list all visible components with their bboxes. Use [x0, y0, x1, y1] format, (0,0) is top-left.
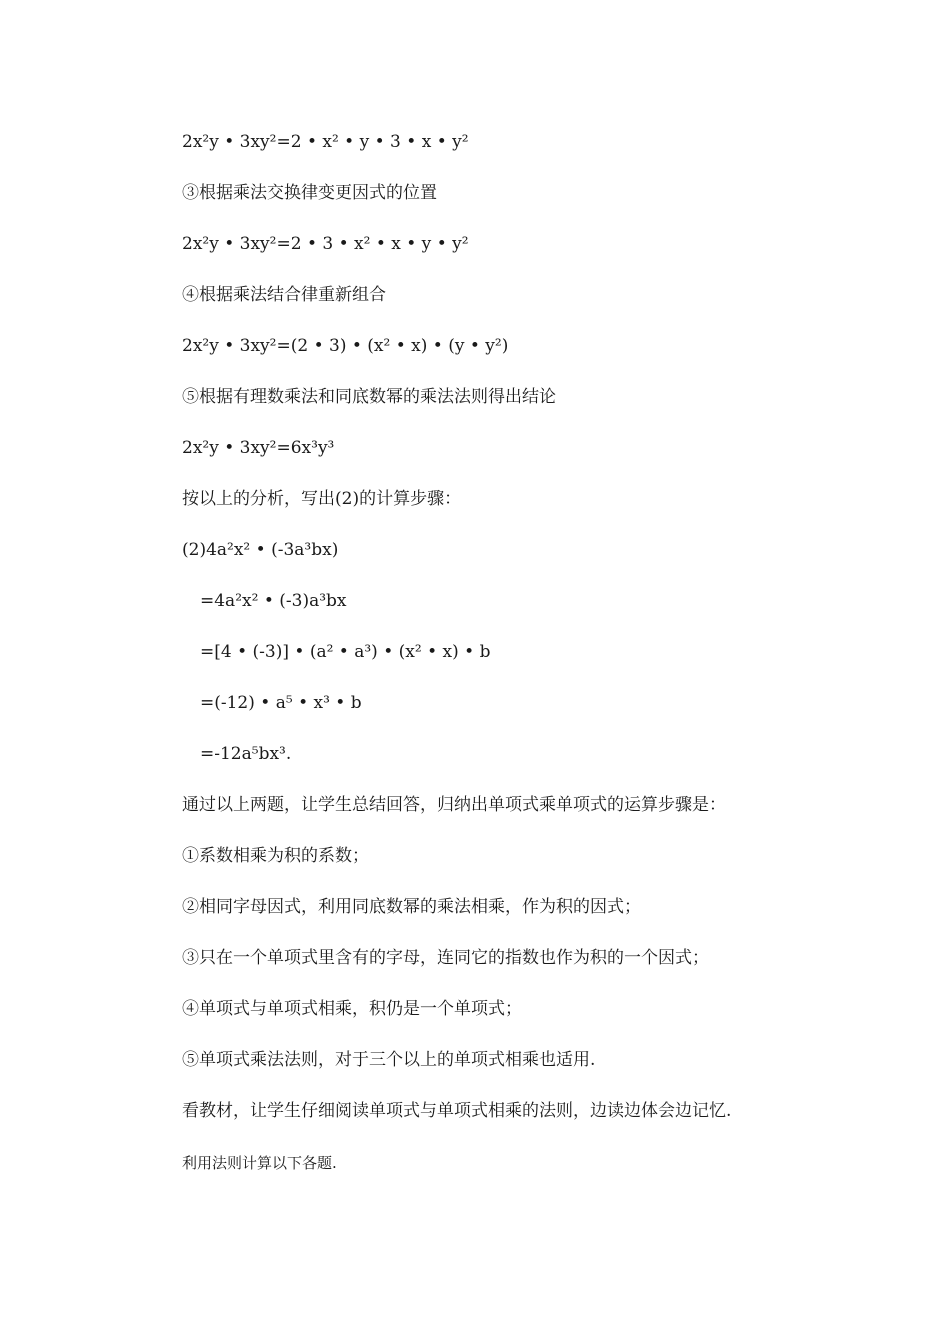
equation-line-2: 2x²y • 3xy²=2 • 3 • x² • x • y • y²	[182, 234, 469, 254]
reading-instruction: 看教材，让学生仔细阅读单项式与单项式相乘的法则，边读边体会边记忆.	[182, 1101, 732, 1121]
problem-2-step-3: =(-12) • a⁵ • x³ • b	[200, 693, 362, 713]
step-4-heading: ④根据乘法结合律重新组合	[182, 285, 386, 305]
problem-2-statement: (2)4a²x² • (-3a³bx)	[182, 540, 339, 560]
equation-line-4: 2x²y • 3xy²=6x³y³	[182, 438, 335, 458]
problem-2-step-1: =4a²x² • (-3)a³bx	[200, 591, 347, 611]
step-3-heading: ③根据乘法交换律变更因式的位置	[182, 183, 437, 203]
rule-3: ③只在一个单项式里含有的字母，连同它的指数也作为积的一个因式；	[182, 948, 709, 968]
exercise-instruction: 利用法则计算以下各题.	[182, 1154, 337, 1172]
problem-2-step-4: =-12a⁵bx³.	[200, 744, 292, 764]
equation-line-3: 2x²y • 3xy²=(2 • 3) • (x² • x) • (y • y²)	[182, 336, 509, 356]
problem-2-step-2: =[4 • (-3)] • (a² • a³) • (x² • x) • b	[200, 642, 491, 662]
rule-4: ④单项式与单项式相乘，积仍是一个单项式；	[182, 999, 522, 1019]
summary-intro: 通过以上两题，让学生总结回答，归纳出单项式乘单项式的运算步骤是：	[182, 795, 726, 815]
rule-5: ⑤单项式乘法法则，对于三个以上的单项式相乘也适用.	[182, 1050, 596, 1070]
rule-2: ②相同字母因式，利用同底数幂的乘法相乘，作为积的因式；	[182, 897, 641, 917]
instruction-line: 按以上的分析，写出(2)的计算步骤：	[182, 489, 462, 509]
rule-1: ①系数相乘为积的系数；	[182, 846, 369, 866]
step-5-heading: ⑤根据有理数乘法和同底数幂的乘法法则得出结论	[182, 387, 556, 407]
equation-line-1: 2x²y • 3xy²=2 • x² • y • 3 • x • y²	[182, 132, 469, 152]
